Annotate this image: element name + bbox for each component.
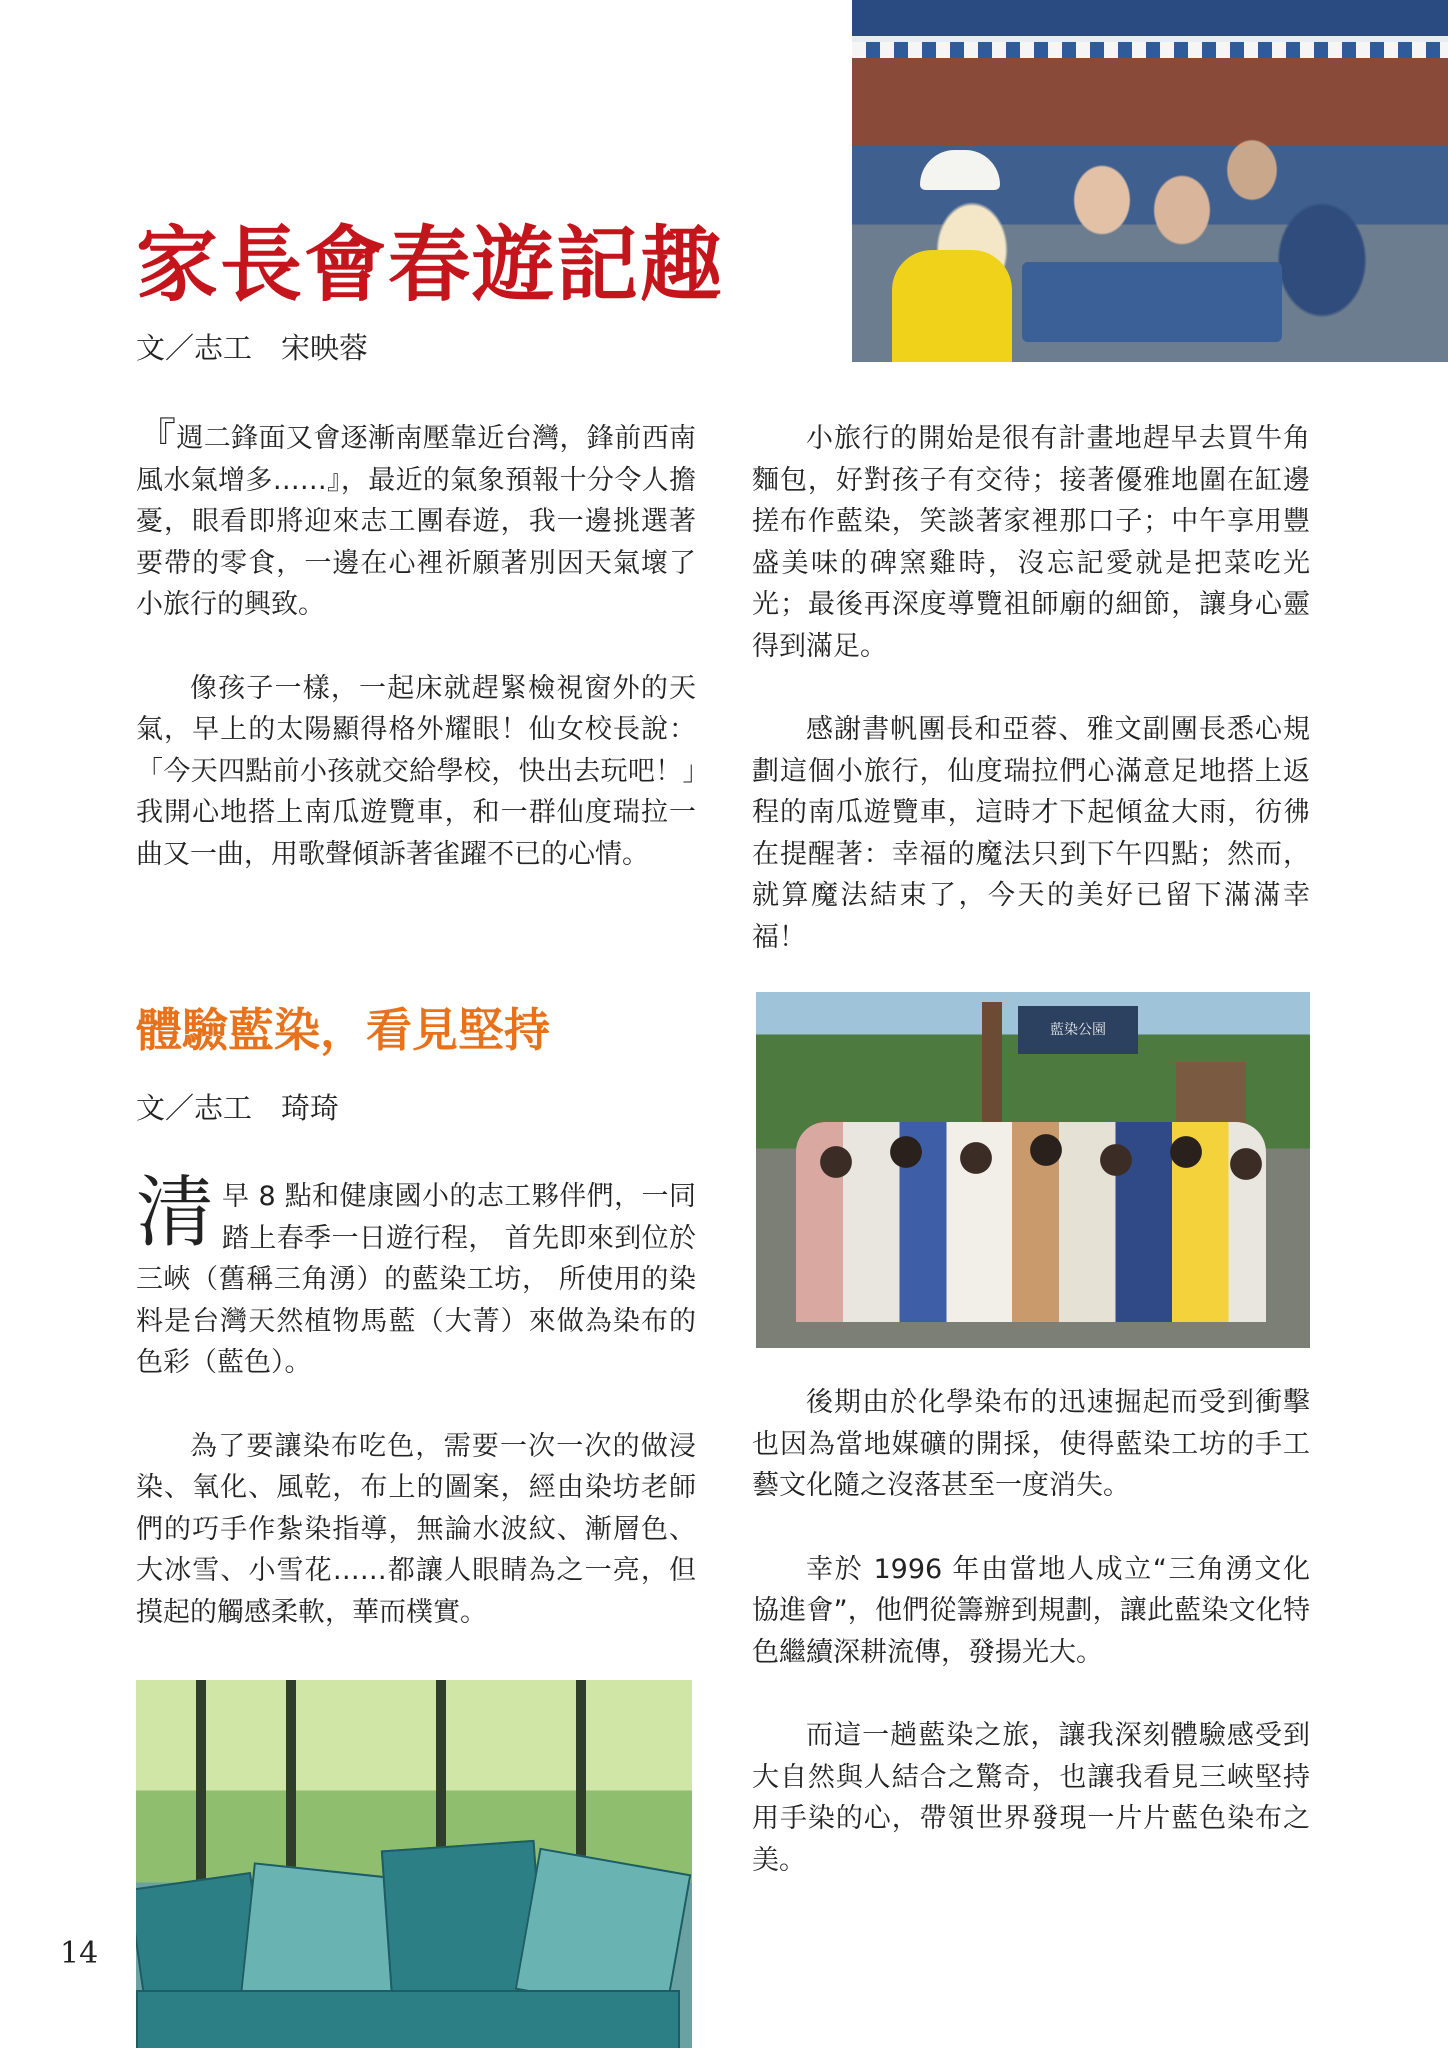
paragraph-text: 週二鋒面又會逐漸南壓靠近台灣，鋒 [176, 423, 615, 454]
article-2-left-column [136, 1168, 696, 1633]
paragraph-text: 前西南風水氣增多……』，最近的氣象預報十分令人擔憂，眼看即將迎來志工團春遊，我一邊挑選著要帶的零食，一邊在心裡祈願著別因天氣壞了小旅行的興致。 [136, 423, 697, 620]
article-1-right-column [752, 418, 1310, 958]
article-title: 家長會春遊記趣 [136, 217, 725, 313]
article-1-left-column [136, 415, 697, 875]
section-title: 體驗藍染，看見堅持 [136, 1003, 550, 1057]
dyeing-workshop-photo [852, 0, 1448, 362]
photo-decor [920, 150, 1000, 190]
byline: 文／志工 宋映蓉 [136, 331, 369, 365]
dyed-cloth-photo [136, 1680, 692, 2048]
photo-decor [892, 250, 1012, 362]
group-photo [756, 992, 1310, 1348]
quote-open: 『 [136, 415, 177, 461]
drop-cap: 清 [136, 1168, 215, 1258]
park-sign: 藍染公園 [1018, 1006, 1138, 1054]
photo-decor [796, 1122, 1266, 1322]
byline: 文／志工 琦琦 [136, 1091, 340, 1125]
article-2-right-column [752, 1382, 1310, 1881]
paragraph: 為了要讓染布吃色，需要一次一次的做浸染、氧化、風乾，布上的圖案，經由染坊老師們的巧手作紮染指導，無論水波紋、漸層色、大冰雪、小雪花……都讓人眼睛為之一亮，但摸起的觸感柔軟，華而樸實。 [136, 1430, 696, 1628]
page-number: 14 [60, 1936, 99, 1971]
paragraph [136, 415, 697, 626]
photo-decor [1022, 262, 1282, 342]
paragraph: 感謝書帆團長和亞蓉、雅文副團長悉心規劃這個小旅行，仙度瑞拉們心滿意足地搭上返程的南瓜遊覽車，這時才下起傾盆大雨，彷彿在提醒著：幸福的魔法只到下午四點；然而，就算魔法結束了，今天的美好已留下滿滿幸福！ [752, 714, 1310, 953]
paragraph: 像孩子一樣，一起床就趕緊檢視窗外的天氣，早上的太陽顯得格外耀眼！仙女校長說：「今天四點前小孩就交給學校，快出去玩吧！」我開心地搭上南瓜遊覽車，和一群仙度瑞拉一曲又一曲，用歌聲傾訴著雀躍不已的心情。 [136, 672, 696, 870]
photo-decor [852, 42, 1448, 58]
paragraph: 而這一趟藍染之旅，讓我深刻體驗感受到大自然與人結合之驚奇，也讓我看見三峽堅持用手染的心，帶領世界發現一片片藍色染布之美。 [752, 1720, 1310, 1876]
photo-decor [136, 1990, 680, 2048]
paragraph: 小旅行的開始是很有計畫地趕早去買牛角麵包，好對孩子有交待；接著優雅地圍在缸邊搓布作藍染，笑談著家裡那口子；中午享用豐盛美味的碑窯雞時，沒忘記愛就是把菜吃光光；最後再深度導覽祖師廟的細節，讓身心靈得到滿足。 [752, 423, 1310, 662]
paragraph [136, 1168, 696, 1384]
paragraph: 幸於 1996 年由當地人成立“三角湧文化協進會”，他們從籌辦到規劃，讓此藍染文化特色繼續深耕流傳，發揚光大。 [752, 1553, 1310, 1668]
paragraph-text: 早 8 點和健康國小的志工夥伴們，一同踏上春季一日遊行程， 首先即來到位於三峽（舊稱三角湧）的藍染工坊， 所使用的染料是台灣天然植物馬藍（大菁）來做為染布的色彩（藍色）。 [136, 1181, 696, 1378]
paragraph: 後期由於化學染布的迅速掘起而受到衝擊也因為當地媒礦的開採，使得藍染工坊的手工藝文化隨之沒落甚至一度消失。 [752, 1387, 1310, 1501]
